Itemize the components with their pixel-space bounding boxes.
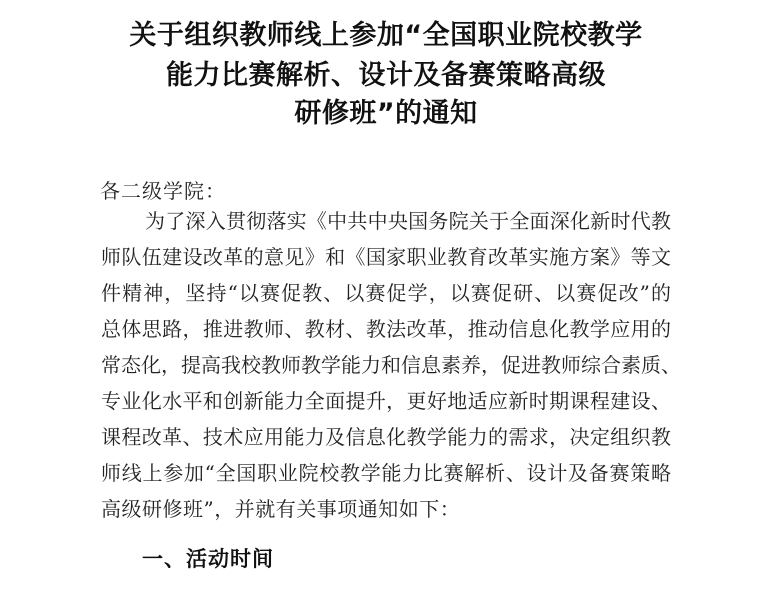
- paragraph-line: 件精神，坚持“以赛促教、以赛促学，以赛促研、以赛促改”的: [101, 281, 671, 305]
- document-title-line-2: 能力比赛解析、设计及备赛策略高级: [166, 60, 606, 91]
- paragraph-line: 专业化水平和创新能力全面提升，更好地适应新时期课程建设、: [101, 389, 671, 413]
- section-heading: 一、活动时间: [142, 547, 274, 571]
- paragraph-line: 师线上参加“全国职业院校教学能力比赛解析、设计及备赛策略: [101, 461, 671, 485]
- paragraph-line: 常态化，提高我校教师教学能力和信息素养，促进教师综合素质、: [101, 353, 681, 377]
- body-paragraph: [101, 203, 681, 527]
- document-title-line-3: 研修班”的通知: [294, 98, 478, 129]
- salutation: 各二级学院：: [100, 179, 226, 203]
- paragraph-line: 高级研修班”，并就有关事项通知如下：: [101, 497, 461, 521]
- paragraph-line: 课程改革、技术应用能力及信息化教学能力的需求，决定组织教: [101, 425, 671, 449]
- paragraph-line: 为了深入贯彻落实《中共中央国务院关于全面深化新时代教: [145, 209, 671, 233]
- document-title-line-1: 关于组织教师线上参加“全国职业院校教学: [129, 20, 643, 51]
- paragraph-line: 师队伍建设改革的意见》和《国家职业教育改革实施方案》等文: [101, 245, 671, 269]
- paragraph-line: 总体思路，推进教师、教材、教法改革，推动信息化教学应用的: [101, 317, 671, 341]
